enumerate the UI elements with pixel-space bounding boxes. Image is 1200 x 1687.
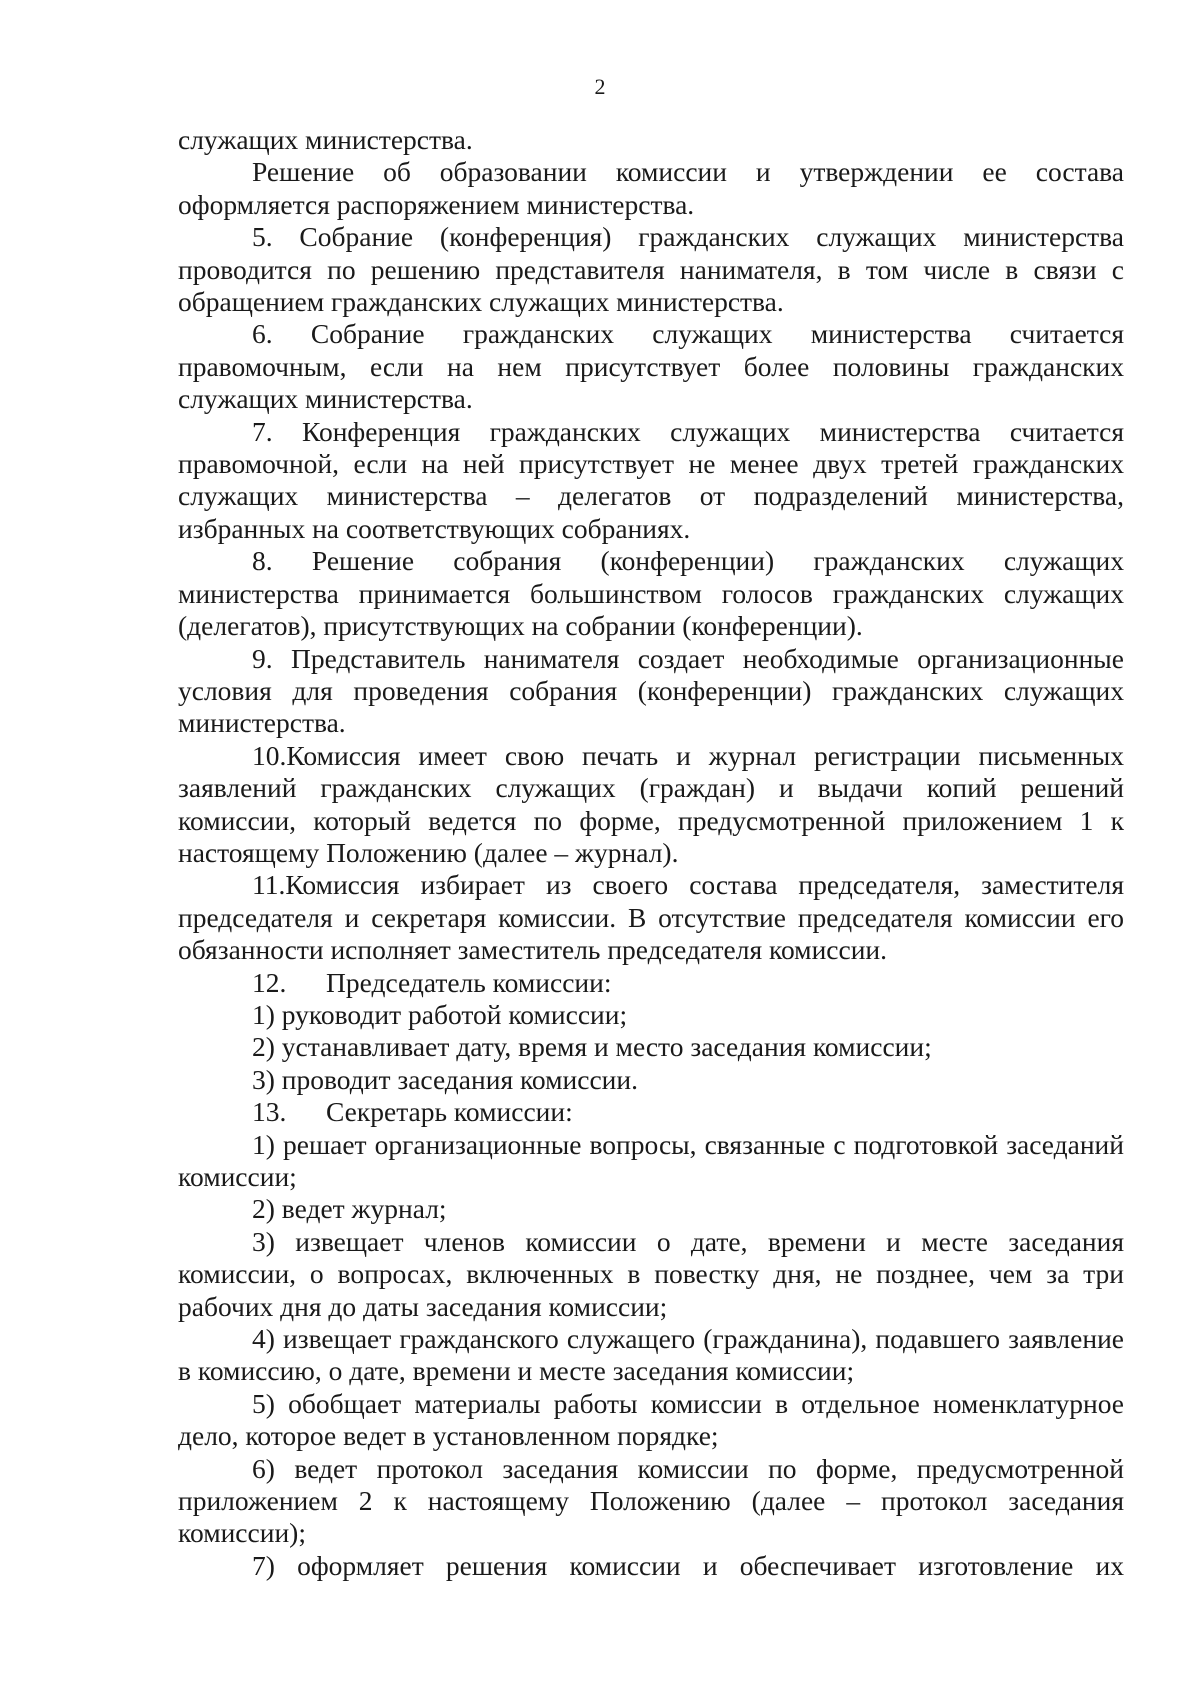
paragraph: 11.Комиссия избирает из своего состава председателя, заместителя председателя и секретаря комиссии. В отсутствие председателя комиссии его обязанности исполняет заместитель председателя комиссии. (178, 869, 1124, 966)
paragraph: 10.Комиссия имеет свою печать и журнал регистрации письменных заявлений гражданских служащих (граждан) и выдачи копий решений комиссии, который ведется по форме, предусмотренной приложением 1 к настоящему Положению (далее – журнал). (178, 739, 1124, 868)
page-number: 2 (594, 74, 606, 99)
document-body (178, 124, 1124, 1582)
paragraph: 7. Конференция гражданских служащих министерства считается правомочной, если на ней присутствует не менее двух третей гражданских служащих министерства – делегатов от подразделений министерства, избранных на соответствующих собраниях. (178, 415, 1124, 544)
section-13-heading (178, 1096, 1124, 1128)
list-item: 1) руководит работой комиссии; (252, 998, 628, 1030)
list-item: 2) ведет журнал; (252, 1193, 447, 1225)
list-item: 4) извещает гражданского служащего (гражданина), подавшего заявление в комиссию, о дате, времени и месте заседания комиссии; (178, 1323, 1124, 1387)
section-12-heading (178, 967, 1124, 999)
list-item: 7) оформляет решения комиссии и обеспечивает изготовление их (252, 1549, 1124, 1581)
paragraph: 6. Собрание гражданских служащих министерства считается правомочным, если на нем присутствует более половины гражданских служащих министерства. (178, 318, 1124, 415)
section-number: 13. (252, 1096, 287, 1128)
list-item: 6) ведет протокол заседания комиссии по форме, предусмотренной приложением 2 к настоящему Положению (далее – протокол заседания комиссии); (178, 1452, 1124, 1549)
section-number: 12. (252, 966, 287, 998)
list-item: 5) обобщает материалы работы комиссии в отдельное номенклатурное дело, которое ведет в установленном порядке; (178, 1387, 1124, 1452)
list-item: 1) решает организационные вопросы, связанные с подготовкой заседаний комиссии; (178, 1128, 1124, 1192)
paragraph: 5. Собрание (конференция) гражданских служащих министерства проводится по решению представителя нанимателя, в том числе в связи с обращением гражданских служащих министерства. (178, 221, 1124, 318)
section-title: Секретарь комиссии: (326, 1096, 573, 1128)
list-item: 2) устанавливает дату, время и место заседания комиссии; (252, 1031, 932, 1063)
list-item: 3) проводит заседания комиссии. (252, 1063, 638, 1095)
paragraph: 9. Представитель нанимателя создает необходимые организационные условия для проведения собрания (конференции) гражданских служащих министерства. (178, 642, 1124, 739)
section-title: Председатель комиссии: (326, 966, 612, 998)
paragraph: служащих министерства. (178, 124, 473, 155)
paragraph: Решение об образовании комиссии и утверждении ее состава оформляется распоряжением министерства. (178, 156, 1124, 220)
paragraph: 8. Решение собрания (конференции) гражданских служащих министерства принимается большинством голосов гражданских служащих (делегатов), присутствующих на собрании (конференции). (178, 545, 1124, 642)
list-item: 3) извещает членов комиссии о дате, времени и месте заседания комиссии, о вопросах, включенных в повестку дня, не позднее, чем за три рабочих дня до даты заседания комиссии; (178, 1225, 1124, 1322)
